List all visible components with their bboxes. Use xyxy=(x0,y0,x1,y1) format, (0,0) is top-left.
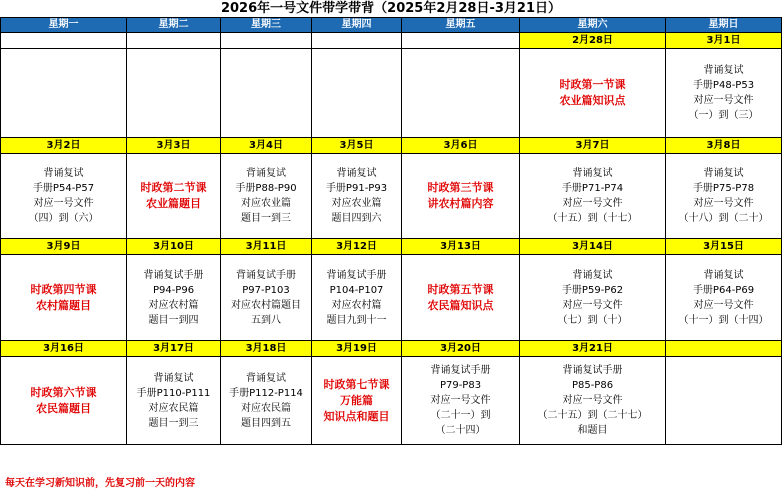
date-cell: 3月3日 xyxy=(127,138,221,154)
review-task: 背诵复试手册 P79-P83 对应一号文件 （二十一）到 （二十四） xyxy=(430,365,491,436)
date-row xyxy=(1,33,782,49)
date-cell: 3月17日 xyxy=(127,341,221,357)
weekday-header: 星期四 xyxy=(312,18,402,33)
schedule-cell xyxy=(127,49,221,138)
schedule-cell xyxy=(221,154,312,239)
study-reminder-note: 每天在学习新知识前，先复习前一天的内容 xyxy=(5,478,195,489)
lesson-title: 时政第三节课 讲农村篇内容 xyxy=(427,181,494,210)
schedule-cell xyxy=(221,255,312,341)
schedule-cell xyxy=(312,49,402,138)
schedule-cell xyxy=(402,357,520,445)
schedule-cell xyxy=(1,49,127,138)
lesson-title: 时政第四节课 农村篇题目 xyxy=(30,282,97,312)
weekday-header: 星期五 xyxy=(402,18,520,33)
date-cell xyxy=(1,33,127,49)
date-cell: 3月16日 xyxy=(1,341,127,357)
date-cell: 3月18日 xyxy=(221,341,312,357)
schedule-row xyxy=(1,154,782,239)
schedule-cell xyxy=(127,154,221,239)
lesson-title: 时政第二节课 农业篇题目 xyxy=(140,181,207,210)
weekday-header: 星期日 xyxy=(666,18,782,33)
date-row xyxy=(1,341,782,357)
review-task: 背诵复试 手册P59-P62 对应一号文件 （七）到（十） xyxy=(557,269,628,326)
schedule-cell xyxy=(666,357,782,445)
date-cell: 3月11日 xyxy=(221,239,312,255)
lesson-title: 时政第五节课 农民篇知识点 xyxy=(427,282,494,312)
date-cell: 2月28日 xyxy=(520,33,666,49)
date-cell: 3月4日 xyxy=(221,138,312,154)
date-cell: 3月10日 xyxy=(127,239,221,255)
schedule-cell xyxy=(1,154,127,239)
schedule-cell xyxy=(1,255,127,341)
date-cell: 3月12日 xyxy=(312,239,402,255)
date-cell xyxy=(221,33,312,49)
schedule-cell xyxy=(1,357,127,445)
schedule-cell xyxy=(666,49,782,138)
weekday-header: 星期六 xyxy=(520,18,666,33)
review-task: 背诵复试 手册P71-P74 对应一号文件 （十五）到（十七） xyxy=(547,168,638,224)
lesson-title: 时政第六节课 农民篇题目 xyxy=(30,385,97,415)
schedule-cell xyxy=(312,255,402,341)
schedule-cell xyxy=(666,154,782,239)
schedule-cell xyxy=(402,255,520,341)
date-cell: 3月5日 xyxy=(312,138,402,154)
weekday-header: 星期三 xyxy=(221,18,312,33)
date-cell: 3月8日 xyxy=(666,138,782,154)
date-cell: 3月19日 xyxy=(312,341,402,357)
date-cell: 3月1日 xyxy=(666,33,782,49)
schedule-row xyxy=(1,49,782,138)
date-cell xyxy=(127,33,221,49)
review-task: 背诵复试 手册P75-P78 对应一号文件 （十八）到（二十） xyxy=(678,168,769,224)
schedule-cell xyxy=(127,357,221,445)
calendar-table xyxy=(0,17,782,445)
review-task: 背诵复试 手册P110-P111 对应农民篇 题目一到三 xyxy=(136,372,211,429)
date-row xyxy=(1,138,782,154)
date-cell xyxy=(402,33,520,49)
date-cell: 3月2日 xyxy=(1,138,127,154)
schedule-cell xyxy=(666,255,782,341)
date-cell: 3月21日 xyxy=(520,341,666,357)
date-cell: 3月6日 xyxy=(402,138,520,154)
schedule-cell xyxy=(402,49,520,138)
schedule-cell xyxy=(221,357,312,445)
schedule-cell xyxy=(402,154,520,239)
date-cell xyxy=(312,33,402,49)
date-cell: 3月15日 xyxy=(666,239,782,255)
review-task: 背诵复试手册 P104-P107 对应农村篇 题目九到十一 xyxy=(326,269,387,326)
schedule-cell xyxy=(312,357,402,445)
review-task: 背诵复试 手册P112-P114 对应农民篇 题目四到五 xyxy=(229,372,303,429)
weekday-header: 星期一 xyxy=(1,18,127,33)
review-task: 背诵复试手册 P85-P86 对应一号文件 （二十五）到（二十七） 和题目 xyxy=(537,365,648,436)
schedule-cell xyxy=(520,49,666,138)
lesson-title: 时政第七节课 万能篇 知识点和题目 xyxy=(323,377,390,423)
date-cell: 3月14日 xyxy=(520,239,666,255)
review-task: 背诵复试 手册P91-P93 对应农业篇 题目四到六 xyxy=(325,168,388,224)
review-task: 背诵复试手册 P94-P96 对应农村篇 题目一到四 xyxy=(143,269,204,326)
weekday-header: 星期二 xyxy=(127,18,221,33)
schedule-row xyxy=(1,255,782,341)
page-title: 2026年一号文件带学带背（2025年2月28日-3月21日） xyxy=(220,1,562,16)
schedule-cell xyxy=(312,154,402,239)
review-task: 背诵复试 手册P88-P90 对应农业篇 题目一到三 xyxy=(235,168,297,224)
review-task: 背诵复试 手册P48-P53 对应一号文件 （一）到（三） xyxy=(688,65,759,121)
review-task: 背诵复试手册 P97-P103 对应农村篇题目 五到八 xyxy=(231,269,301,326)
schedule-cell xyxy=(520,357,666,445)
date-cell: 3月20日 xyxy=(402,341,520,357)
review-task: 背诵复试 手册P54-P57 对应一号文件 （四）到（六） xyxy=(28,168,99,224)
weekday-header-row xyxy=(1,18,782,33)
schedule-cell xyxy=(520,255,666,341)
date-cell xyxy=(666,341,782,357)
lesson-title: 时政第一节课 农业篇知识点 xyxy=(559,78,626,107)
date-cell: 3月9日 xyxy=(1,239,127,255)
date-cell: 3月7日 xyxy=(520,138,666,154)
review-task: 背诵复试 手册P64-P69 对应一号文件 （十一）到（十四） xyxy=(678,269,769,326)
date-row xyxy=(1,239,782,255)
schedule-row xyxy=(1,357,782,445)
date-cell: 3月13日 xyxy=(402,239,520,255)
schedule-cell xyxy=(221,49,312,138)
schedule-cell xyxy=(127,255,221,341)
schedule-cell xyxy=(520,154,666,239)
